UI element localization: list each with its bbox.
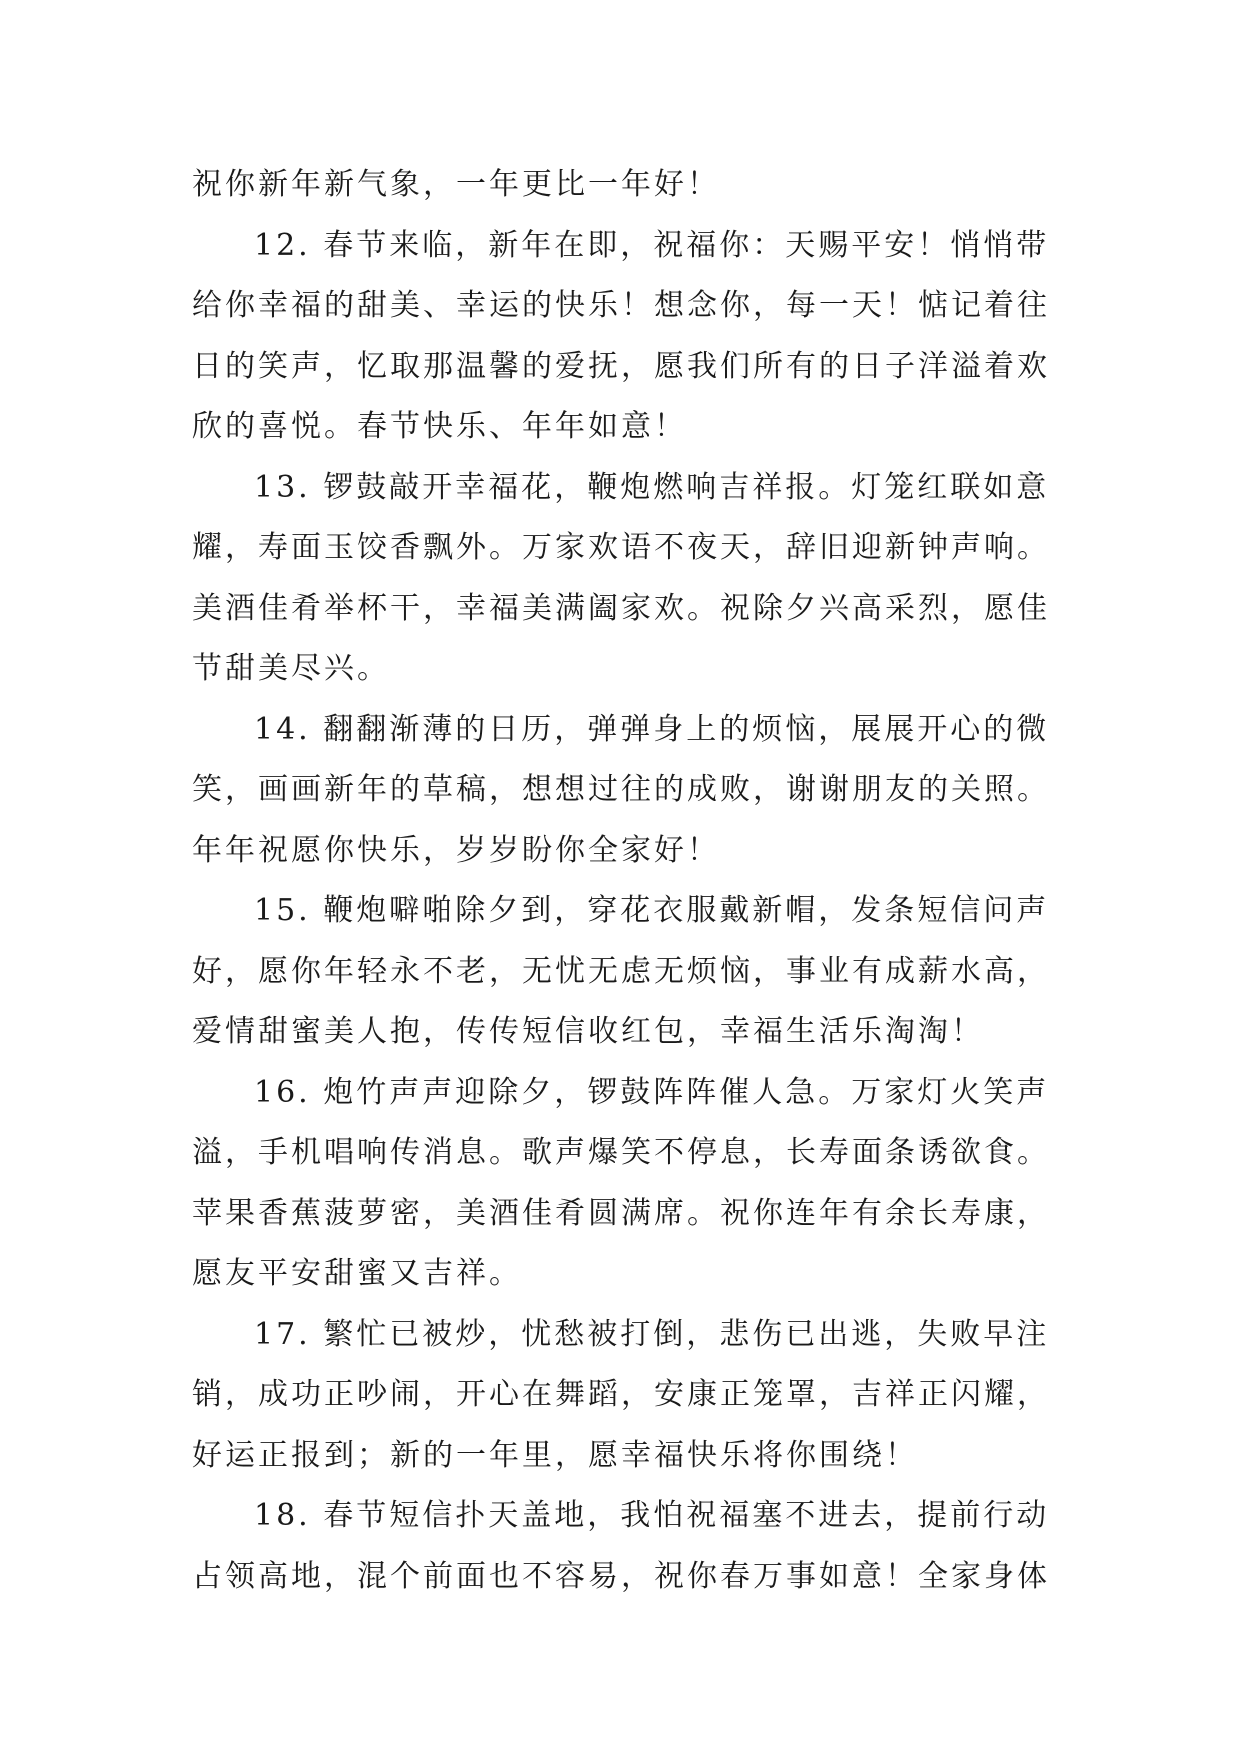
text-line: 销，成功正吵闹，开心在舞蹈，安康正笼罩，吉祥正闪耀， — [192, 1377, 1050, 1412]
paragraph-17-line-1: 17. 繁忙已被炒，忧愁被打倒，悲伤已出逃，失败早注 — [254, 1316, 1050, 1352]
body-text — [192, 155, 1052, 1607]
text-line: 日的笑声，忆取那温馨的爱抚，愿我们所有的日子洋溢着欢 — [192, 348, 1050, 384]
paragraph-18-line-1: 18. 春节短信扑天盖地，我怕祝福塞不进去，提前行动 — [254, 1498, 1050, 1533]
paragraph-15-line-1: 15. 鞭炮噼啪除夕到，穿花衣服戴新帽，发条短信问声 — [254, 893, 1050, 928]
text-line: 占领高地，混个前面也不容易，祝你春万事如意！全家身体 — [192, 1558, 1050, 1594]
text-line: 好运正报到；新的一年里，愿幸福快乐将你围绕！ — [192, 1437, 918, 1473]
paragraph-14-line-1: 14. 翻翻渐薄的日历，弹弹身上的烦恼，展展开心的微 — [254, 711, 1050, 747]
text-line: 爱情甜蜜美人抱，传传短信收红包，幸福生活乐淘淘！ — [192, 1014, 984, 1049]
text-line: 年年祝愿你快乐，岁岁盼你全家好！ — [192, 832, 720, 868]
text-line: 笑，画画新年的草稿，想想过往的成败，谢谢朋友的关照。 — [192, 772, 1050, 807]
paragraph-16-line-1: 16. 炮竹声声迎除夕，锣鼓阵阵催人急。万家灯火笑声 — [254, 1074, 1050, 1110]
text-line: 祝你新年新气象，一年更比一年好！ — [192, 167, 720, 202]
paragraph-13-line-1: 13. 锣鼓敲开幸福花，鞭炮燃响吉祥报。灯笼红联如意 — [254, 469, 1050, 505]
text-line: 好，愿你年轻永不老，无忧无虑无烦恼，事业有成薪水高， — [192, 953, 1050, 989]
text-line: 耀，寿面玉饺香飘外。万家欢语不夜天，辞旧迎新钟声响。 — [192, 530, 1050, 565]
text-line: 节甜美尽兴。 — [192, 651, 390, 686]
text-line: 苹果香蕉菠萝密，美酒佳肴圆满席。祝你连年有余长寿康， — [192, 1195, 1050, 1231]
text-line: 给你幸福的甜美、幸运的快乐！想念你，每一天！惦记着往 — [192, 288, 1050, 323]
text-line: 愿友平安甜蜜又吉祥。 — [192, 1256, 522, 1291]
text-line: 溢，手机唱响传消息。歌声爆笑不停息，长寿面条诱欲食。 — [192, 1135, 1050, 1170]
paragraph-12-line-1: 12. 春节来临，新年在即，祝福你：天赐平安！悄悄带 — [254, 227, 1050, 263]
text-line: 欣的喜悦。春节快乐、年年如意！ — [192, 409, 687, 444]
text-line: 美酒佳肴举杯干，幸福美满阖家欢。祝除夕兴高采烈，愿佳 — [192, 590, 1050, 626]
